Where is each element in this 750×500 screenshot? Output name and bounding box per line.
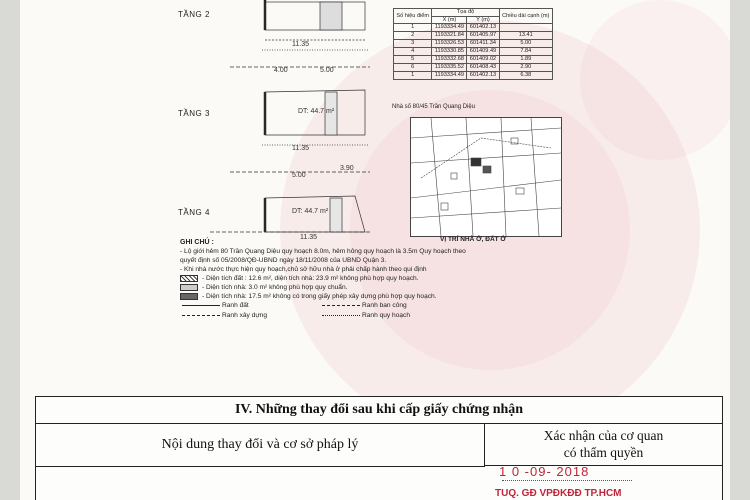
- dark-swatch: [180, 293, 198, 300]
- col-edge: Chiều dài cạnh (m): [499, 9, 552, 24]
- table-row: 5 1193332.68 601409.02 1.89: [394, 56, 553, 64]
- confirmation-line-1: Xác nhận của cơ quan: [543, 428, 664, 443]
- dots-swatch: [180, 284, 198, 291]
- floor-title-3: TẦNG 3: [178, 109, 210, 118]
- floor-4-dim-1: 11.35: [300, 234, 317, 241]
- dashdot-line-swatch: [182, 315, 220, 316]
- table-row: 6 1193335.52 601408.43 2.90: [394, 64, 553, 72]
- notes-heading: GHI CHÚ :: [180, 239, 214, 246]
- dotted-line-swatch: [322, 315, 360, 316]
- stamp-underline: [502, 480, 632, 481]
- location-map-drawing: [411, 118, 561, 236]
- floor-3-dim-2: 5.00: [292, 172, 306, 179]
- section-title: IV. Những thay đổi sau khi cấp giấy chứng nhận: [36, 397, 722, 424]
- floor-2-dim-1: 11.35: [292, 41, 309, 48]
- note-line: - Khi nhà nước thực hiện quy hoạch,chủ sở hữu nhà ở phải chấp hành theo qui định: [180, 266, 427, 273]
- col-y: Y (m): [467, 16, 499, 24]
- note-line: quyết định số 05/2008/QĐ-UBND ngày 18/11/2008 của UBND Quận 3.: [180, 257, 387, 264]
- legend-text: - Diện tích nhà: 17.5 m² không có trong giấy phép xây dựng phù hợp quy hoạch.: [202, 293, 437, 300]
- notes-block: [180, 238, 560, 320]
- floor-title-2: TẦNG 2: [178, 10, 210, 19]
- col-x: X (m): [432, 16, 467, 24]
- changes-section: [35, 396, 723, 500]
- location-map: [410, 117, 562, 237]
- table-row: 4 1193330.85 601409.49 7.84: [394, 48, 553, 56]
- floor-3-area: DT: 44.7 m²: [298, 108, 335, 115]
- line-legend-label: Ranh quy hoạch: [362, 312, 411, 319]
- legend-text: - Diện tích nhà: 3.0 m² không phù hợp quy chuẩn.: [202, 284, 348, 291]
- table-row: 1 1193334.49 601402.13: [394, 24, 553, 32]
- floor-2-dim-2: 4.00: [274, 67, 288, 74]
- column-header-confirmation: [485, 424, 722, 466]
- legend-row: [180, 292, 560, 301]
- map-address-label: Nhà số 80/45 Trần Quang Diệu: [392, 104, 476, 110]
- col-point: Số hiệu điểm: [394, 9, 432, 24]
- dashed-line-swatch: [322, 305, 360, 306]
- hatch-swatch: [180, 275, 198, 282]
- table-row: 2 1193321.84 601405.97 13.41: [394, 32, 553, 40]
- line-legend: [182, 301, 560, 320]
- stamp-organization: TUQ. GĐ VPĐKĐĐ TP.HCM: [495, 488, 622, 499]
- confirmation-line-2: có thẩm quyền: [563, 445, 644, 460]
- floor-4-area: DT: 44.7 m²: [292, 208, 329, 215]
- solid-line-swatch: [182, 305, 220, 306]
- stamp-date: 1 0 -09- 2018: [499, 464, 590, 479]
- legend-text: - Diện tích đất : 12.6 m², diện tích nhà: 23.9 m² không phù hợp quy hoạch.: [202, 275, 419, 282]
- table-row: 1 1193334.49 601402.13 6.38: [394, 72, 553, 80]
- certificate-page: [20, 0, 730, 500]
- floor-2-dim-3: 5.00: [320, 67, 334, 74]
- map-caption: VỊ TRÍ NHÀ Ở, ĐẤT Ở: [440, 236, 506, 243]
- floor-3-dim-3: 3.90: [340, 165, 354, 172]
- line-legend-label: Ranh xây dựng: [222, 312, 268, 319]
- legend-row: [180, 283, 560, 292]
- floor-plans-drawing: [170, 0, 380, 240]
- table-row: 3 1193326.53 601411.34 5.00: [394, 40, 553, 48]
- floor-title-4: TẦNG 4: [178, 208, 210, 217]
- watermark-circle: [580, 0, 730, 160]
- floor-3-dim-1: 11.35: [292, 145, 309, 152]
- line-legend-label: Ranh ban công: [362, 302, 407, 309]
- col-coord: Tọa độ: [432, 9, 499, 17]
- column-header-content: Nội dung thay đổi và cơ sở pháp lý: [36, 424, 485, 467]
- legend-row: [180, 274, 560, 283]
- coordinate-table: [393, 8, 553, 80]
- note-line: - Lộ giới hẻm 80 Trần Quang Diệu quy hoạch 8.0m, hẻm hông quy hoạch là 3.5m Quy hoạch theo: [180, 248, 466, 255]
- line-legend-label: Ranh đất: [222, 302, 249, 309]
